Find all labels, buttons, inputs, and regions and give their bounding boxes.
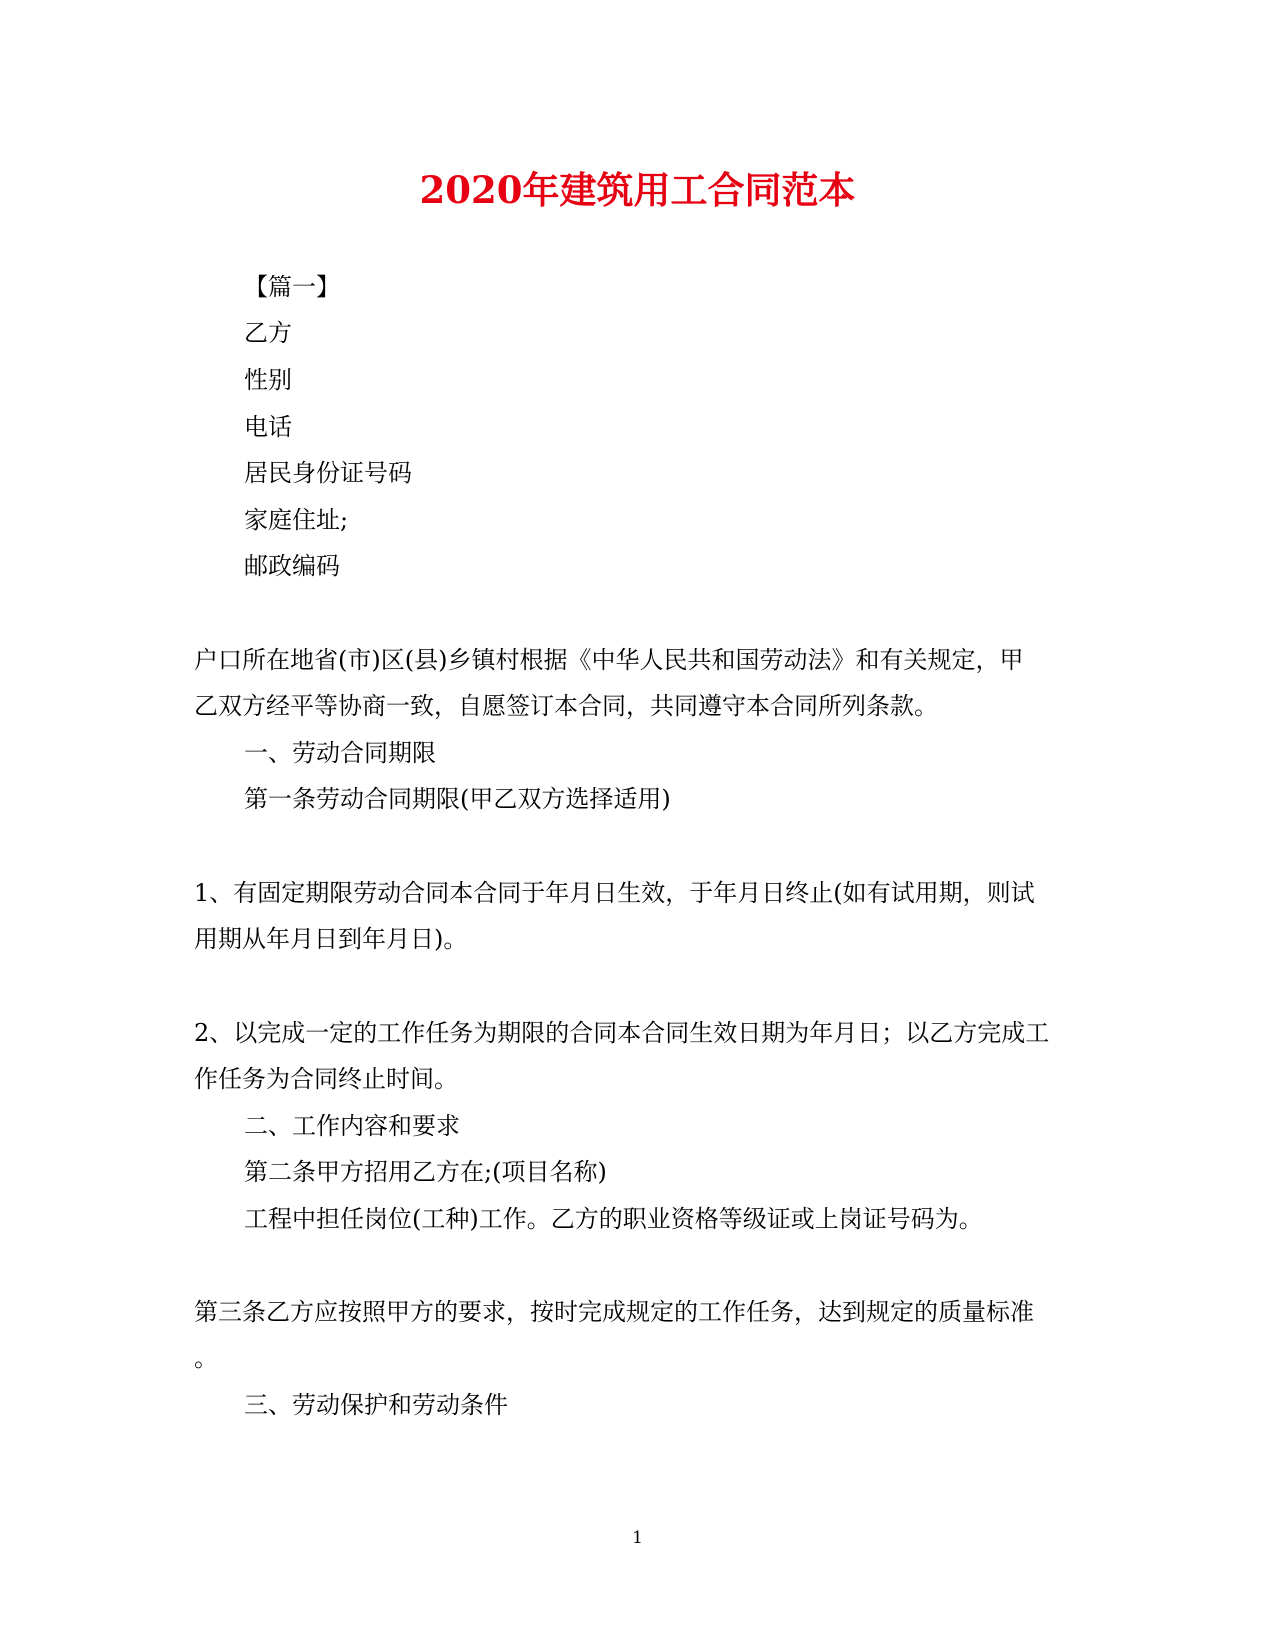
article-3-line-2: 。	[194, 1344, 218, 1372]
field-party-b: 乙方	[244, 319, 292, 347]
intro-paragraph-line-2: 乙双方经平等协商一致，自愿签订本合同，共同遵守本合同所列条款。	[194, 692, 938, 720]
section-heading-1: 一、劳动合同期限	[244, 739, 436, 767]
article-1: 第一条劳动合同期限(甲乙双方选择适用)	[244, 785, 671, 813]
article-3-line-1: 第三条乙方应按照甲方的要求，按时完成规定的工作任务，达到规定的质量标准	[194, 1298, 1034, 1326]
article-2: 第二条甲方招用乙方在;(项目名称)	[244, 1158, 607, 1186]
field-gender: 性别	[244, 366, 292, 394]
section-label: 【篇一】	[244, 273, 340, 301]
page-title: 2020年建筑用工合同范本	[419, 168, 856, 212]
intro-paragraph-line-1: 户口所在地省(市)区(县)乡镇村根据《中华人民共和国劳动法》和有关规定，甲	[194, 646, 1024, 674]
field-id-number: 居民身份证号码	[244, 459, 412, 487]
article-2-continuation: 工程中担任岗位(工种)工作。乙方的职业资格等级证或上岗证号码为。	[244, 1205, 983, 1233]
field-postcode: 邮政编码	[244, 552, 340, 580]
item-1-line-2: 用期从年月日到年月日)。	[194, 925, 468, 953]
field-address: 家庭住址;	[244, 506, 349, 534]
field-phone: 电话	[244, 413, 292, 441]
section-heading-3: 三、劳动保护和劳动条件	[244, 1391, 508, 1419]
section-heading-2: 二、工作内容和要求	[244, 1112, 460, 1140]
item-2-line-2: 作任务为合同终止时间。	[194, 1065, 458, 1093]
page-number: 1	[632, 1528, 643, 1548]
item-1-line-1: 1、有固定期限劳动合同本合同于年月日生效，于年月日终止(如有试用期，则试	[194, 879, 1035, 907]
item-2-line-1: 2、以完成一定的工作任务为期限的合同本合同生效日期为年月日；以乙方完成工	[194, 1019, 1050, 1047]
